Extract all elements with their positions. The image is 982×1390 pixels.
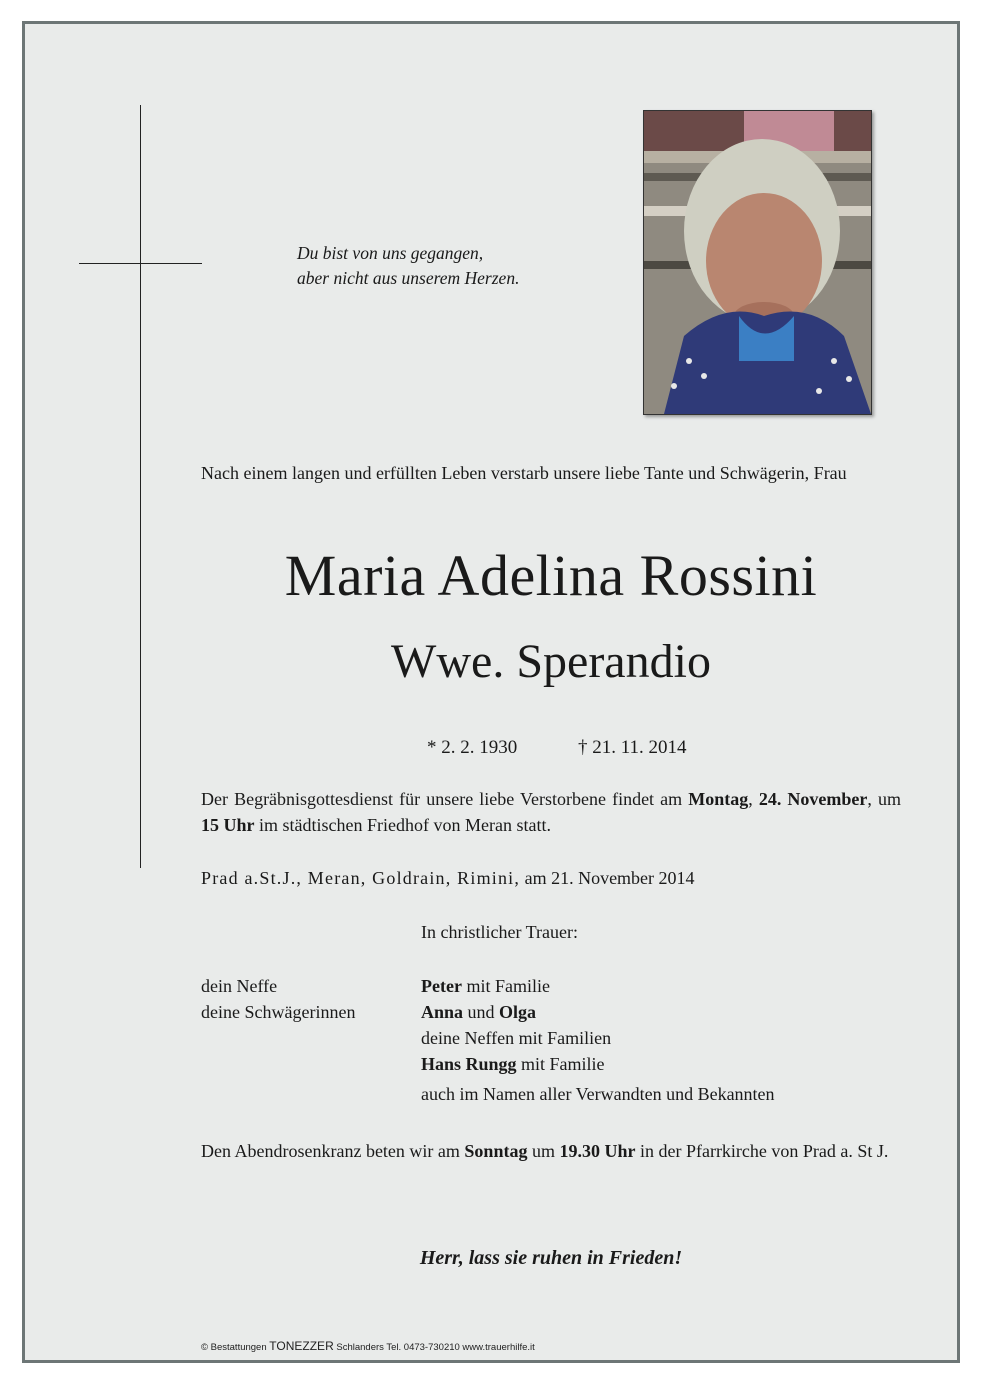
funeral-p2: , (748, 789, 759, 809)
mourner-role-1: dein Neffe (201, 976, 278, 996)
death-date: † 21. 11. 2014 (578, 737, 687, 758)
portrait-photo (643, 110, 872, 415)
footer-pre: © Bestattungen (201, 1342, 270, 1353)
motto (297, 241, 519, 291)
mourner-name-hans: Hans Rungg (421, 1054, 517, 1074)
mourner-name-olga: Olga (499, 1002, 537, 1022)
letter-date: am 21. November 2014 (520, 868, 695, 888)
footer-post: Schlanders Tel. 0473-730210 www.trauerhilfe.it (333, 1342, 535, 1353)
funeral-p1: Der Begräbnisgottesdienst für unsere liebe Verstorbene findet am (201, 789, 689, 809)
portrait-image (644, 111, 871, 414)
footer-company: TONEZZER (269, 1339, 334, 1353)
funeral-text (201, 786, 901, 838)
place-date-line (201, 865, 901, 891)
motto-line-1: Du bist von uns gegangen, (297, 243, 484, 263)
mourner-role-2: deine Schwägerinnen (201, 1002, 356, 1022)
rosary-text (201, 1138, 901, 1164)
cross-horizontal (79, 263, 202, 264)
mourner-line-2 (421, 999, 901, 1025)
mourner-name-peter: Peter (421, 976, 462, 996)
mourning-heading: In christlicher Trauer: (421, 922, 578, 942)
funeral-date: 24. November (758, 789, 868, 809)
places: Prad a.St.J., Meran, Goldrain, Rimini, (201, 868, 521, 888)
deceased-name: Maria Adelina Rossini (284, 543, 818, 608)
cross-vertical (140, 105, 141, 868)
mourner-line-5: auch im Namen aller Verwandten und Bekannten (421, 1084, 775, 1104)
funeral-day: Montag (688, 789, 749, 809)
motto-line-2: aber nicht aus unserem Herzen. (297, 268, 520, 288)
mourner-line-4-rest: mit Familie (516, 1054, 605, 1074)
intro-text: Nach einem langen und erfüllten Leben verstarb unsere liebe Tante und Schwägerin, Frau (201, 463, 847, 483)
mourner-line-1-rest: mit Familie (461, 976, 550, 996)
rosary-p3: in der Pfarrkirche von Prad a. St J. (635, 1141, 889, 1161)
mourner-line-1 (421, 973, 901, 999)
funeral-time: 15 Uhr (201, 815, 255, 835)
funeral-p4: im städtischen Friedhof von Meran statt. (254, 815, 551, 835)
rosary-p1: Den Abendrosenkranz beten wir am (201, 1141, 465, 1161)
rosary-time: 19.30 Uhr (559, 1141, 636, 1161)
mourner-line-4 (421, 1051, 901, 1077)
funeral-p3: , um (867, 789, 901, 809)
mourner-line-2-mid: und (463, 1002, 500, 1022)
closing-line: Herr, lass sie ruhen in Frieden! (419, 1247, 683, 1269)
birth-date: * 2. 2. 1930 (427, 737, 518, 758)
mourner-line-3: deine Neffen mit Familien (421, 1028, 612, 1048)
mourner-name-anna: Anna (421, 1002, 464, 1022)
rosary-day: Sonntag (464, 1141, 528, 1161)
rosary-p2: um (527, 1141, 560, 1161)
footer (201, 1339, 535, 1353)
widow-of: Wwe. Sperandio (391, 635, 711, 688)
